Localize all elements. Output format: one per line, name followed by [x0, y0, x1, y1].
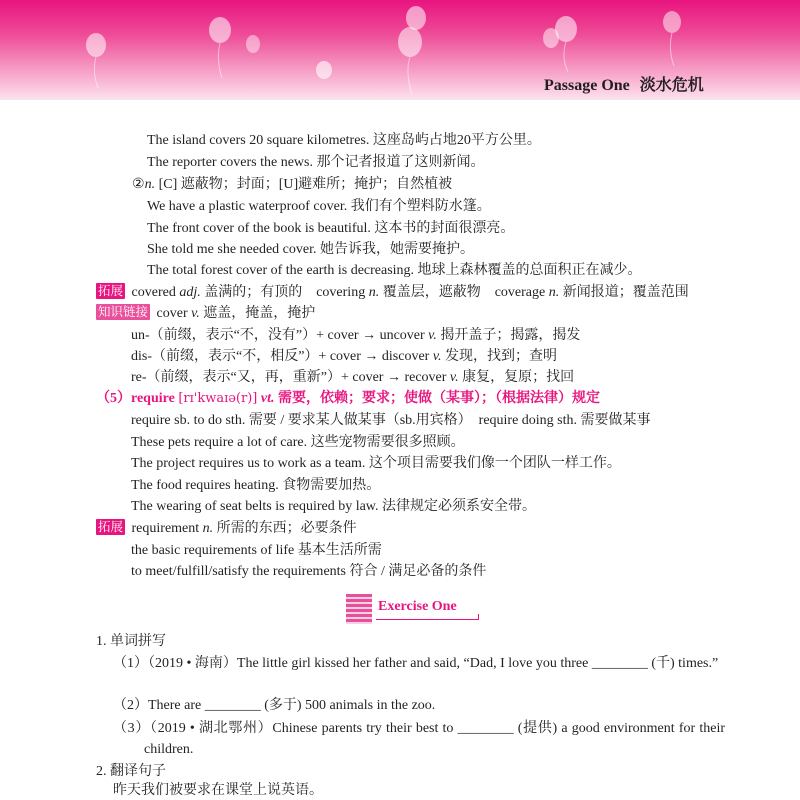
usage-line: require sb. to do sth. 需要 / 要求某人做某事（sb.用宾格） require doing sth. 需要做某事	[131, 413, 651, 428]
phrase-line: the basic requirements of life 基本生活所需	[131, 543, 382, 558]
translation-prompt: 昨天我们被要求在课堂上说英语。	[113, 783, 323, 798]
section-title: 2. 翻译句子	[96, 764, 166, 779]
part-of-speech: n.	[144, 177, 156, 192]
extension-line	[96, 519, 357, 539]
part-of-speech: n.	[548, 285, 560, 300]
question-item	[113, 718, 725, 760]
phrase-line: to meet/fulfill/satisfy the requirements 符合 / 满足必备的条件	[131, 564, 487, 579]
example-sentence: The wearing of seat belts is required by law. 法律规定必须系安全带。	[131, 499, 537, 514]
definition-text: 发现，找到；查明	[441, 349, 558, 364]
example-sentence: The total forest cover of the earth is decreasing. 地球上森林覆盖的总面积正在减少。	[147, 263, 642, 278]
headword: （5）require	[96, 391, 179, 406]
definition-text: 所需的东西；必要条件	[213, 521, 357, 536]
passage-title	[544, 72, 704, 95]
part-of-speech: n.	[368, 285, 380, 300]
prefix-line	[131, 326, 580, 346]
example-sentence: The food requires heating. 食物需要加热。	[131, 478, 381, 493]
word: 盖满的；有顶的 covering	[200, 285, 369, 300]
prefix-text: re-（前缀，表示“又，再，重新”）+ cover → recover	[131, 370, 450, 385]
example-sentence: These pets require a lot of care. 这些宠物需要很多照顾。	[131, 435, 465, 450]
extension-tag: 拓展	[98, 519, 124, 534]
word: requirement	[128, 521, 203, 536]
heading-rule	[376, 619, 478, 620]
definition-text: 康复，复原；找回	[458, 370, 575, 385]
part-of-speech: adj.	[179, 285, 201, 300]
passage-label: Passage One	[544, 77, 630, 94]
prefix-line	[131, 347, 557, 367]
word: covered	[128, 285, 180, 300]
extension-tag: 拓展	[98, 283, 124, 298]
part-of-speech: v.	[191, 306, 200, 321]
part-of-speech: v.	[449, 370, 459, 385]
part-of-speech: n.	[202, 521, 214, 536]
exercise-title: Exercise One	[378, 599, 457, 614]
word: cover	[153, 306, 192, 321]
require-heading	[96, 389, 600, 409]
part-of-speech: v.	[432, 349, 442, 364]
header-banner	[0, 0, 800, 100]
definition-text: 遮盖，掩盖，掩护	[199, 306, 316, 321]
knowledge-link-line	[96, 304, 315, 324]
word: 新闻报道；覆盖范围	[559, 285, 689, 300]
question-item	[113, 653, 725, 674]
definition-text: 需要，依赖；要求；使做（某事）；（根据法律）规定	[274, 391, 600, 406]
sense-number: ②	[132, 177, 145, 192]
example-sentence: We have a plastic waterproof cover. 我们有个塑料防水篷。	[147, 199, 491, 214]
prefix-text: un-（前缀，表示“不，没有”）+ cover → uncover	[131, 328, 429, 343]
section-title: 1. 单词拼写	[96, 634, 166, 649]
example-sentence: The front cover of the book is beautiful. 这本书的封面很漂亮。	[147, 221, 515, 236]
example-sentence: The reporter covers the news. 那个记者报道了这则新闻。	[147, 155, 485, 170]
question-text: （1）（2019 • 海南）The little girl kissed her father and said, “Dad, I love you three ________ (千) times.”	[113, 656, 719, 671]
part-of-speech: vt.	[257, 391, 275, 406]
example-sentence: The island covers 20 square kilometres. 这座岛屿占地20平方公里。	[147, 133, 541, 148]
definition-text: [C] 遮蔽物；封面；[U]避难所；掩护；自然植被	[155, 177, 453, 192]
exercise-heading	[346, 594, 478, 624]
prefix-line	[131, 368, 574, 388]
question-item: （2）There are ________ (多于) 500 animals in the zoo.	[113, 698, 436, 713]
phonetic: [rɪ'kwaɪə(r)]	[178, 391, 258, 406]
example-sentence: The project requires us to work as a team. 这个项目需要我们像一个团队一样工作。	[131, 456, 621, 471]
sense-definition	[132, 175, 452, 195]
knowledge-link-tag: 知识链接	[98, 304, 149, 319]
book-stack-icon	[346, 594, 372, 624]
part-of-speech: v.	[428, 328, 437, 343]
definition-text: 揭开盖子；揭露，揭发	[436, 328, 581, 343]
passage-title-zh: 淡水危机	[639, 77, 704, 94]
question-text: （3）（2019 • 湖北鄂州）Chinese parents try their best to ________ (提供) a good environment for their children.	[113, 721, 725, 757]
example-sentence: She told me she needed cover. 她告诉我，她需要掩护。	[147, 242, 475, 257]
prefix-text: dis-（前缀，表示“不，相反”）+ cover → discover	[131, 349, 433, 364]
word: 覆盖层，遮蔽物 coverage	[379, 285, 549, 300]
extension-line	[96, 283, 689, 303]
